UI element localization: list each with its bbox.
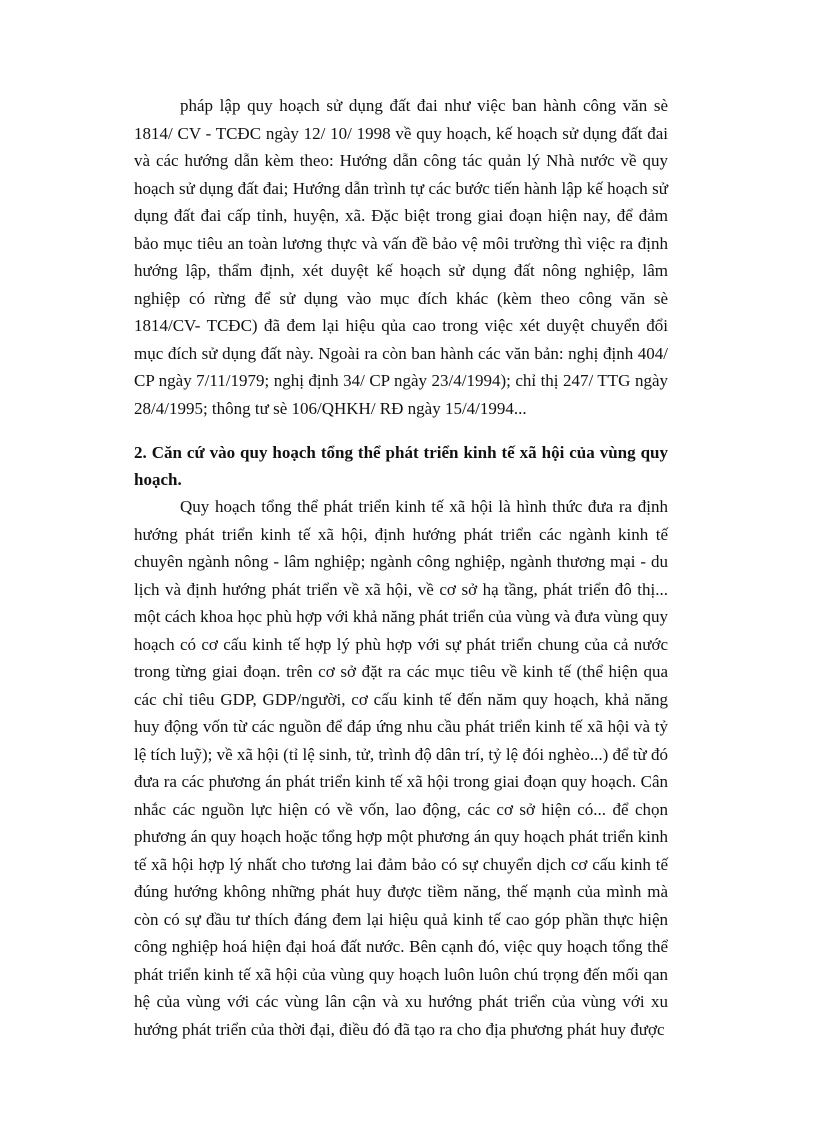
paragraph-master-plan: Quy hoạch tổng thể phát triển kinh tế xã hội là hình thức đưa ra định hướng phát triển kinh tế xã hội, định hướng phát triển các ngành kinh tế chuyên ngành nông - lâm nghiệp; ngành công nghiệp, ngành thương mại - du lịch và định hướng phát triển về xã hội, về cơ sở hạ tầng, phát triển đô thị... một cách khoa học phù hợp với khả năng phát triển của vùng và đưa vùng quy hoạch có cơ cấu kinh tế hợp lý phù hợp với sự phát triển chung của cả nước trong từng giai đoạn. trên cơ sở đặt ra các mục tiêu về kinh tế (thể hiện qua các chỉ tiêu GDP, GDP/người, cơ cấu kinh tế đến năm quy hoạch, khả năng huy động vốn từ các nguồn để đáp ứng nhu cầu phát triển kinh tế xã hội và tỷ lệ tích luỹ); về xã hội (tỉ lệ sinh, tử, trình độ dân trí, tỷ lệ đói nghèo...) để từ đó đưa ra các phương án phát triển kinh tế xã hội trong giai đoạn quy hoạch. Cân nhắc các nguồn lực hiện có về vốn, lao động, các cơ sở hiện có... để chọn phương án quy hoạch hoặc tổng hợp một phương án quy hoạch phát triển kinh tế xã hội hợp lý nhất cho tương lai đảm bảo có sự chuyển dịch cơ cấu kinh tế đúng hướng không những phát huy được tiềm năng, thế mạnh của mình mà còn có sự đầu tư thích đáng đem lại hiệu quả kinh tế cao góp phần thực hiện công nghiệp hoá hiện đại hoá đất nước. Bên cạnh đó, việc quy hoạch tổng thể phát triển kinh tế xã hội của vùng quy hoạch luôn luôn chú trọng đến mối qan hệ của vùng với các vùng lân cận và xu hướng phát triển của vùng với xu hướng phát triển của thời đại, điều đó đã tạo ra cho địa phương phát huy được	[134, 497, 668, 1039]
document-page	[134, 92, 668, 1043]
section-heading-2: 2. Căn cứ vào quy hoạch tổng thể phát triển kinh tế xã hội của vùng quy hoạch.	[134, 443, 668, 489]
paragraph-legal-documents: pháp lập quy hoạch sử dụng đất đai như việc ban hành công văn sè 1814/ CV - TCĐC ngày 12/ 10/ 1998 về quy hoạch, kế hoạch sử dụng đất đai và các hướng dẫn kèm theo: Hướng dẫn công tác quản lý Nhà nước về quy hoạch sử dụng đất đai; Hướng dẫn trình tự các bước tiến hành lập kế hoạch sử dụng đất đai cấp tỉnh, huyện, xã. Đặc biệt trong giai đoạn hiện nay, để đảm bảo mục tiêu an toàn lương thực và vấn đề bảo vệ môi trường thì việc ra định hướng lập, thẩm định, xét duyệt kế hoạch sử dụng đất nông nghiệp, lâm nghiệp có rừng để sử dụng vào mục đích khác (kèm theo công văn sè 1814/CV- TCĐC) đã đem lại hiệu qủa cao trong việc xét duyệt chuyển đổi mục đích sử dụng đất này. Ngoài ra còn ban hành các văn bản: nghị định 404/ CP ngày 7/11/1979; nghị định 34/ CP ngày 23/4/1994); chỉ thị 247/ TTG ngày 28/4/1995; thông tư sè 106/QHKH/ RĐ ngày 15/4/1994...	[134, 96, 668, 418]
